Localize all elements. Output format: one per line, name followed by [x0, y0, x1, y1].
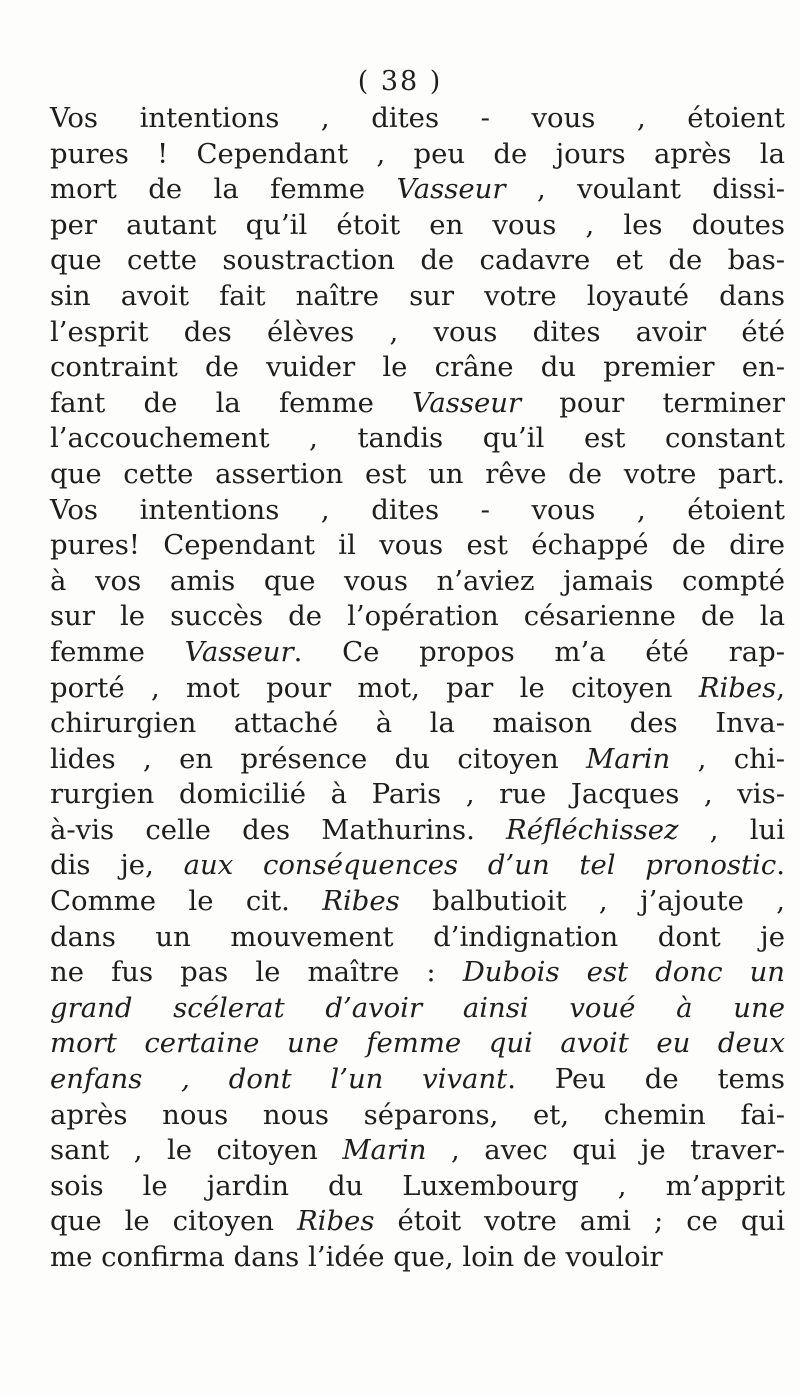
text-segment: Comme le cit. [50, 885, 323, 918]
text-line [50, 386, 785, 422]
text-segment: porté , mot pour mot, par le citoyen [50, 671, 699, 704]
text-segment: que cette soustraction de cadavre et de bas- [50, 244, 785, 277]
italic-text: enfans , dont l’un vivant [50, 1063, 508, 1096]
text-line [50, 279, 785, 315]
text-line [50, 813, 785, 849]
italic-text: mort certaine une femme qui avoit eu deux [50, 1027, 785, 1060]
text-segment: sin avoit fait naître sur votre loyauté dans [50, 279, 785, 312]
text-segment: . Peu de tems [507, 1063, 785, 1096]
text-segment: l’accouchement , tandis qu’il est constant [50, 422, 785, 455]
text-segment: per autant qu’il étoit en vous , les doutes [50, 208, 785, 241]
text-line [50, 528, 785, 564]
text-segment: après nous nous séparons, et, chemin fai- [50, 1098, 785, 1131]
text-segment: me confirma dans l’idée que, loin de vouloir [50, 1241, 663, 1273]
text-segment: que cette assertion est un rêve de votre part. [50, 457, 785, 490]
text-segment: , voulant dissi- [505, 173, 786, 206]
text-segment: sant , le citoyen [50, 1134, 343, 1167]
text-segment: , chi- [670, 742, 785, 775]
text-segment: à-vis celle des Mathurins. [50, 813, 507, 846]
text-line [50, 991, 785, 1027]
text-segment: balbutioit , j’ajoute , [399, 885, 785, 918]
text-line [50, 493, 785, 529]
text-line [50, 421, 785, 457]
text-line [50, 137, 785, 173]
text-segment: mort de la femme [50, 173, 397, 206]
italic-text: aux conséquences d’un tel pronostic [183, 849, 777, 882]
text-segment: dans un mouvement d’indignation dont je [50, 920, 785, 953]
body-text [50, 101, 785, 1276]
text-line [50, 1169, 785, 1205]
page-number: ( 38 ) [357, 66, 443, 97]
text-line [50, 243, 785, 279]
text-line [50, 671, 785, 707]
text-segment: contraint de vuider le crâne du premier en- [50, 351, 785, 384]
italic-text: Réfléchissez [506, 813, 679, 846]
text-segment: chirurgien attaché à la maison des Inva- [50, 707, 785, 740]
text-segment: à vos amis que vous n’aviez jamais compté [50, 564, 785, 597]
text-line [50, 315, 785, 351]
text-segment: ne fus pas le maître : [50, 956, 463, 989]
text-segment: dis je, [50, 849, 184, 882]
italic-text: Ribes [698, 671, 777, 704]
text-segment: lides , en présence du citoyen [50, 742, 587, 775]
italic-text: Ribes [322, 885, 400, 918]
text-line [50, 920, 785, 956]
text-line [50, 1240, 785, 1276]
text-line [50, 172, 785, 208]
text-segment: pour terminer [521, 386, 785, 419]
text-segment: Vos intentions , dites - vous , étoient [50, 102, 785, 134]
text-line [50, 1133, 785, 1169]
text-segment: , [776, 671, 785, 704]
text-line [50, 884, 785, 920]
text-line [50, 635, 785, 671]
text-segment: pures ! Cependant , peu de jours après la [50, 137, 785, 170]
text-line [50, 848, 785, 884]
text-segment: , lui [678, 813, 785, 846]
italic-text: Dubois est donc un [462, 956, 785, 989]
italic-text: grand scélerat d’avoir ainsi voué à une [50, 991, 785, 1024]
italic-text: Vasseur [412, 386, 522, 419]
text-line [50, 350, 785, 386]
text-line [50, 1062, 785, 1098]
text-segment: . [776, 849, 785, 882]
text-line [50, 208, 785, 244]
text-segment: sois le jardin du Luxembourg , m’apprit [50, 1169, 785, 1202]
text-line [50, 777, 785, 813]
text-line [50, 564, 785, 600]
italic-text: Marin [342, 1134, 427, 1167]
text-segment: fant de la femme [50, 386, 413, 419]
text-segment: sur le succès de l’opération césarienne de la [50, 600, 785, 633]
text-segment: femme [50, 635, 185, 668]
italic-text: Vasseur [396, 173, 506, 206]
text-line [50, 706, 785, 742]
text-line [50, 101, 785, 137]
text-segment: . Ce propos m’a été rap- [293, 635, 786, 668]
text-line [50, 599, 785, 635]
text-segment: , avec qui je traver- [426, 1134, 786, 1167]
text-segment: l’esprit des élèves , vous dites avoir été [50, 315, 785, 348]
text-segment: étoit votre ami ; ce qui [374, 1205, 785, 1238]
text-line [50, 1026, 785, 1062]
text-segment: Vos intentions , dites - vous , étoient [50, 493, 785, 526]
text-line [50, 1204, 785, 1240]
italic-text: Ribes [296, 1205, 375, 1238]
text-line [50, 955, 785, 991]
text-line [50, 742, 785, 778]
text-segment: que le citoyen [50, 1205, 297, 1238]
text-segment: rurgien domicilié à Paris , rue Jacques , vis- [50, 778, 785, 811]
text-segment: pures! Cependant il vous est échappé de dire [50, 529, 785, 562]
italic-text: Vasseur [184, 635, 294, 668]
italic-text: Marin [586, 742, 671, 775]
text-line [50, 1098, 785, 1134]
text-line [50, 457, 785, 493]
